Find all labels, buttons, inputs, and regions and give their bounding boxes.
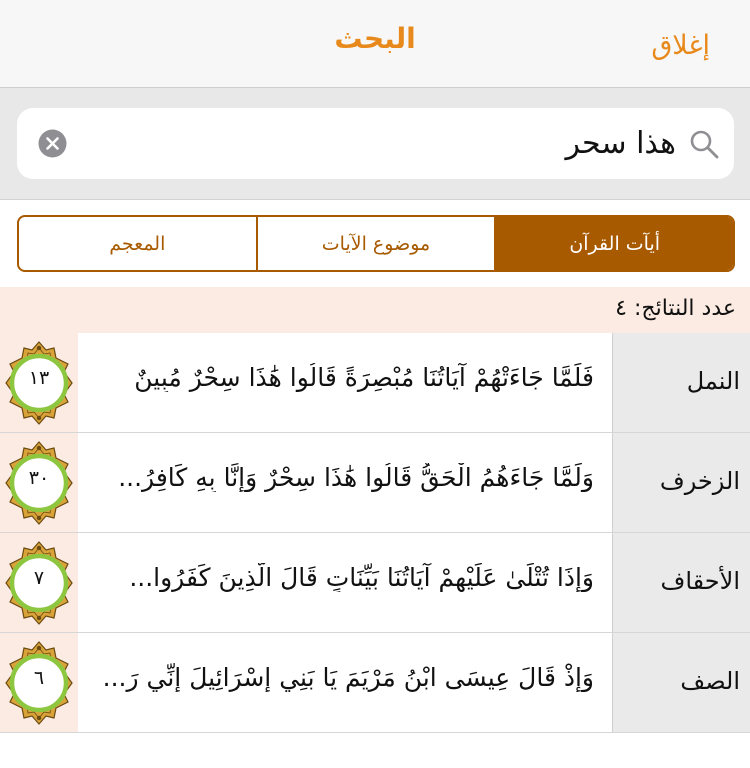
tab-quran-verses[interactable]: أيآت القرآن: [494, 217, 733, 270]
search-box[interactable]: [17, 108, 734, 179]
close-button[interactable]: إغلاق: [651, 30, 710, 61]
list-item[interactable]: [0, 533, 750, 633]
verse-number-cell: [0, 333, 78, 432]
search-icon: [688, 128, 720, 160]
verse-number-cell: [0, 533, 78, 632]
surah-name: النمل: [686, 367, 740, 395]
verse-number: ٣٠: [28, 467, 50, 489]
surah-cell: [612, 633, 750, 732]
verse-number: ١٣: [28, 367, 50, 389]
results-list: [0, 333, 750, 733]
results-count: عدد النتائج: ٤: [0, 287, 750, 333]
search-bar-area: [0, 88, 750, 200]
list-item[interactable]: [0, 433, 750, 533]
surah-name: الزخرف: [659, 467, 740, 495]
tab-verse-topic[interactable]: موضوع الآيات: [256, 217, 495, 270]
search-scope-tabs: [17, 215, 735, 272]
list-item[interactable]: [0, 633, 750, 733]
list-item[interactable]: [0, 333, 750, 433]
verse-text: فَلَمَّا جَاءَتْهُمْ آيَاتُنَا مُبْصِرَةً قَالُوا هَٰذَا سِحْرٌ مُبِينٌ: [134, 363, 594, 392]
verse-text: وَإِذْ قَالَ عِيسَى ابْنُ مَرْيَمَ يَا بَنِي إِسْرَائِيلَ إِنِّي رَ...: [102, 663, 594, 692]
navigation-bar: [0, 0, 750, 88]
verse-number-cell: [0, 433, 78, 532]
surah-cell: [612, 533, 750, 632]
verse-text: وَلَمَّا جَاءَهُمُ الْحَقُّ قَالُوا هَٰذَا سِحْرٌ وَإِنَّا بِهِ كَافِرُ...: [118, 463, 594, 492]
verse-number: ٧: [33, 567, 45, 589]
verse-text: وَإِذَا تُتْلَىٰ عَلَيْهِمْ آيَاتُنَا بَيِّنَاتٍ قَالَ الَّذِينَ كَفَرُوا...: [129, 563, 594, 592]
surah-cell: [612, 333, 750, 432]
search-input[interactable]: [156, 122, 676, 164]
tab-dictionary[interactable]: المعجم: [109, 232, 166, 255]
verse-number: ٦: [33, 667, 45, 689]
clear-icon[interactable]: [38, 129, 67, 158]
surah-name: الأحقاف: [660, 567, 740, 595]
surah-name: الصف: [680, 667, 740, 695]
surah-cell: [612, 433, 750, 532]
page-title: البحث: [334, 22, 416, 55]
verse-number-cell: [0, 633, 78, 732]
